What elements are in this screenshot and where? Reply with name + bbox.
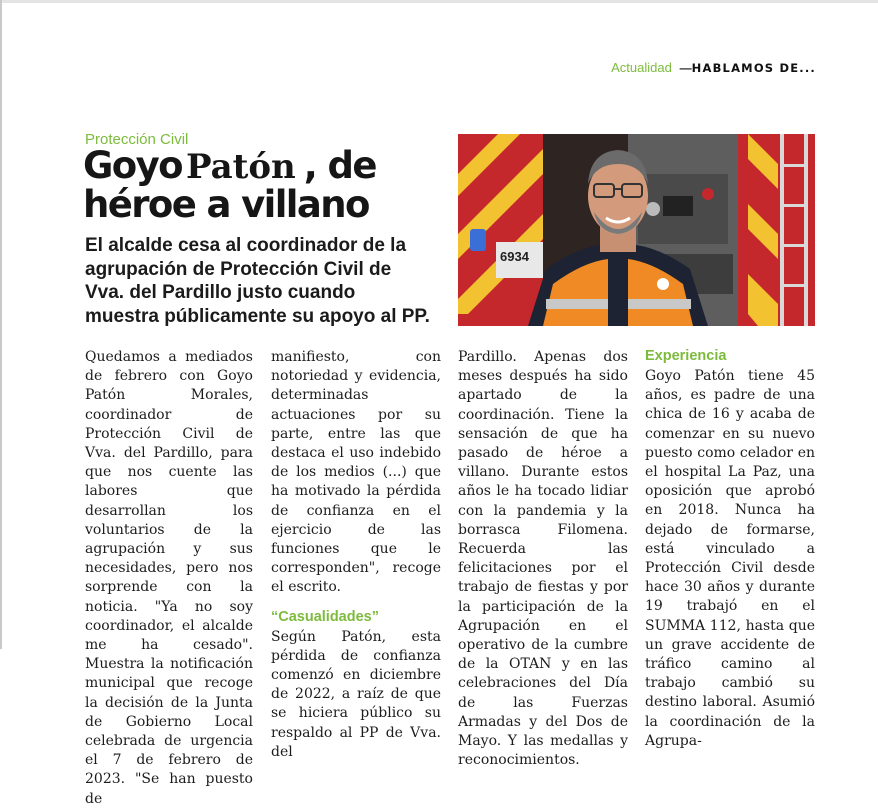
article-column-1 [85,348,253,809]
article-column-3 [458,348,628,770]
running-head-dash: — [679,61,692,75]
section-subtitle-experiencia: Experiencia [645,348,727,364]
article-column-4 [645,346,815,751]
license-plate-text: 6934 [500,249,529,264]
photo-illustration [458,134,815,326]
article-photo [458,134,815,326]
column-4-text: Goyo Patón tiene 45 años, es padre de una chica de 16 y acaba de comenzar en su nuevo puesto como celador en el hospital La Paz, una oposición que aprobó en 2018. Nunca ha dejado de formarse, está vinculado a Protección Civil desde hace 30 años y durante 19 trabajó en el SUMMA 112, hasta que un grave accidente de tráfico camino al trabajo cambió su destino laboral. Asumió la coordinación de la Agrupa- [645,368,815,749]
article-headline [83,144,453,226]
page-left-border [0,0,2,649]
headline-part-2: , de héroe a villano [83,144,376,226]
section-subtitle-casualidades: “Casualidades” [271,608,379,625]
column-2-text: manifiesto, con notoriedad y evidencia, determinadas actuaciones por su parte, entre las que destaca el uso indebido de los medios (...) que ha motivado la pérdida de confianza en el ejercicio de las funciones que le corresponden", recoge el escrito. [271,349,441,596]
article-kicker: Protección Civil [85,131,189,148]
article-subhead: El alcalde cesa al coordinador de la agrupación de Protección Civil de Vva. del Pardillo justo cuando muestra públicamente su apoyo al PP. [85,235,430,327]
headline-part-1: Goyo [83,144,182,187]
column-2-text-continued: Según Patón, esta pérdida de confianza comenzó en diciembre de 2022, a raíz de que se hiciera público su respaldo al PP de Vva. del [271,628,441,760]
page-top-border [0,0,878,3]
running-head [560,60,816,75]
column-3-text: Pardillo. Apenas dos meses después ha sido apartado de la coordinación. Tiene la sensación de que ha pasado de héroe a villano. Durante estos años le ha tocado lidiar con la pandemia y la borrasca Filomena. Recuerda las felicitaciones por el trabajo de fiestas y por la participación de la Agrupación en el operativo de la cumbre de la OTAN y en las celebraciones del Día de las Fuerzas Armadas y del Dos de Mayo. Y las medallas y reconocimientos. [458,349,628,769]
article-column-2 [271,348,441,762]
headline-name: Patón [185,147,296,187]
running-head-section: Actualidad [611,60,672,75]
column-1-text: Quedamos a mediados de febrero con Goyo Patón Morales, coordinador de Protección Civil de Vva. del Pardillo, para que nos cuente las labores que desarrollan los voluntarios de la agrupación y sus necesidades, pero nos sorprende con la noticia. "Ya no soy coordinador, el alcalde me ha cesado". Muestra la notificación municipal que recoge la decisión de la Junta de Gobierno Local celebrada de urgencia el 7 de febrero de 2023. "Se han puesto de [85,349,253,807]
running-head-title: HABLAMOS DE... [691,61,816,75]
